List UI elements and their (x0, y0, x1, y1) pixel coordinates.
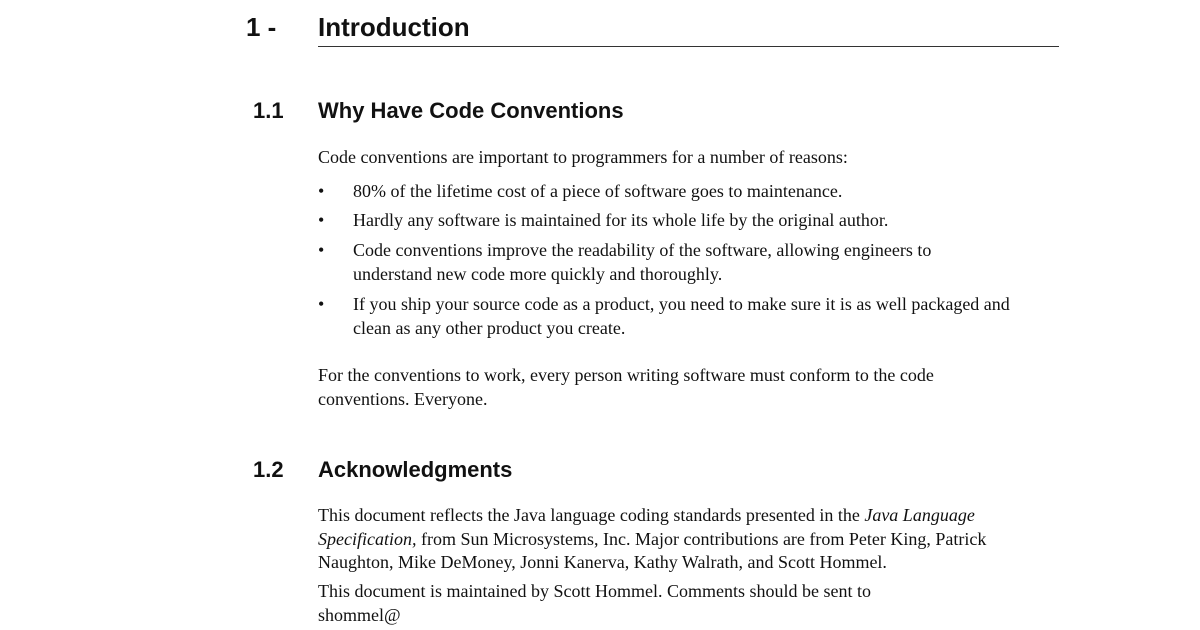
closing-paragraph: For the conventions to work, every person writing software must conform to the code conventions. Everyone. (318, 365, 934, 409)
list-item: • Code conventions improve the readability of the software, allowing engineers to understand new code more quickly and thoroughly. (318, 240, 932, 284)
java-language-specification-title: Java Language Specification, (318, 505, 975, 549)
bullet-icon: • (318, 294, 325, 314)
list-item: • If you ship your source code as a product, you need to make sure it is as well packaged and clean as any other product you create. (318, 294, 1010, 338)
acknowledgments-paragraph: This document reflects the Java language coding standards presented in the Java Language Specification, from Sun Microsystems, Inc. Major contributions are from Peter King, Patrick Naughton, Mike DeMoney, Jonni Kanerva, Kathy Walrath, and Scott Hommel. (318, 505, 987, 572)
bullet-icon: • (318, 210, 325, 230)
section-1-title: Introduction (318, 12, 470, 42)
list-item: • 80% of the lifetime cost of a piece of software goes to maintenance. (318, 180, 1048, 204)
list-item: • Hardly any software is maintained for its whole life by the original author. (318, 209, 1048, 233)
section-1-2-title: Acknowledgments (318, 457, 513, 482)
section-1-1-number: 1.1 (253, 98, 284, 123)
bullet-icon: • (318, 181, 325, 201)
section-1-2-number: 1.2 (253, 457, 284, 482)
maintainer-paragraph: This document is maintained by Scott Hommel. Comments should be sent to shommel@ (318, 581, 871, 625)
intro-paragraph: Code conventions are important to programmers for a number of reasons: (318, 147, 848, 167)
section-1-1-title: Why Have Code Conventions (318, 98, 624, 123)
heading-rule (318, 46, 1059, 47)
section-1-number: 1 - (246, 12, 277, 42)
bullet-icon: • (318, 240, 325, 260)
